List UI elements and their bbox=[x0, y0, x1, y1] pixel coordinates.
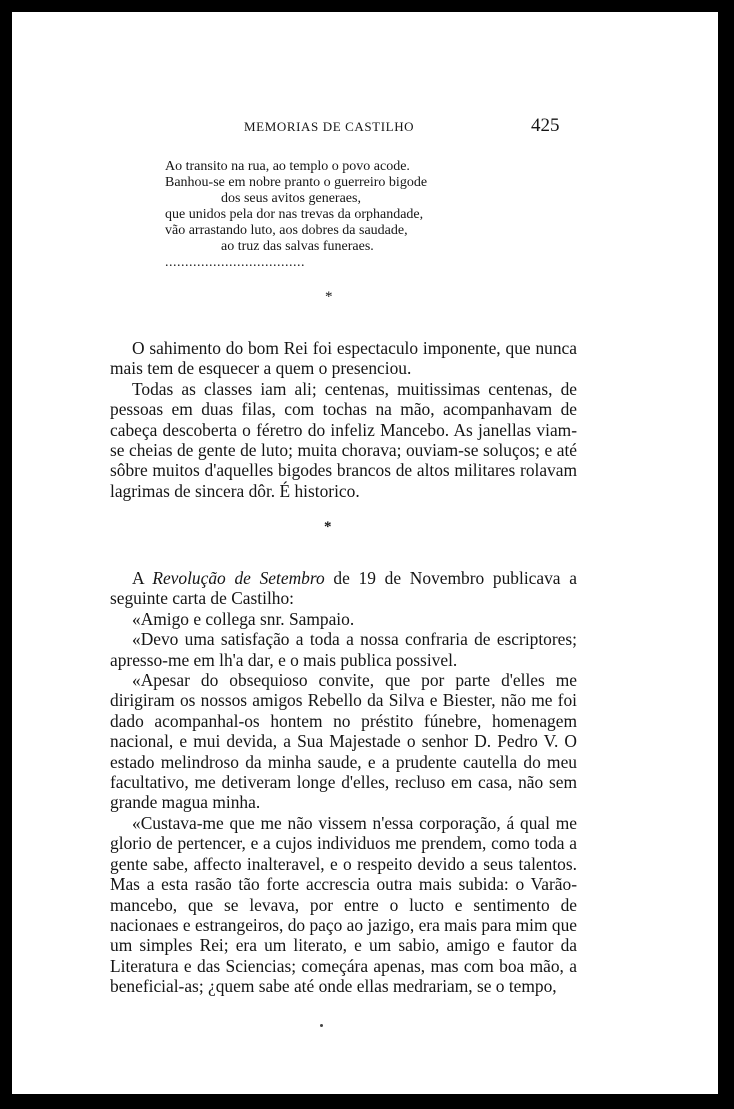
verse-block bbox=[165, 159, 495, 271]
section-one bbox=[110, 338, 577, 501]
paragraph: «Apesar do obsequioso convite, que por parte d'elles me dirigiram os nossos amigos Rebello da Silva e Biester, não me foi dado acompanhal-os hontem no préstito fúnebre, homenagem nacional, e mui devida, a Sua Majestade o senhor D. Pedro V. O estado melindroso da minha saude, e a prudente cautella do meu facultativo, me detiveram longe d'elles, recluso em casa, não sem grande magua minha. bbox=[110, 670, 577, 813]
paragraph: «Custava-me que me não vissem n'essa corporação, á qual me glorio de pertencer, e a cujos individuos me prendem, como toda a gente sabe, affecto inalteravel, e o respeito devido a seus talentos. Mas a esta rasão tão forte accrescia outra mais subida: o Varão-mancebo, que se levava, por entre o lucto e sentimento de nacionaes e estrangeiros, do paço ao jazigo, era mais para mim que um simples Rei; era um literato, e um sabio, amigo e fautor da Literatura e das Sciencias; começára apenas, mas com boa mão, a beneficial-as; ¿quem sabe até onde ellas medrariam, se o tempo, bbox=[110, 812, 577, 997]
verse-line: dos seus avitos generaes, bbox=[221, 191, 361, 206]
paragraph: «Amigo e collega snr. Sampaio. bbox=[132, 608, 355, 629]
page-speck bbox=[320, 1024, 323, 1027]
newspaper-title: Revolução de Setembro bbox=[152, 568, 325, 588]
verse-ellipsis: ................................... bbox=[165, 255, 305, 270]
paragraph bbox=[110, 568, 577, 609]
verse-line: Ao transito na rua, ao templo o povo acode. bbox=[165, 159, 410, 174]
verse-line: vão arrastando luto, aos dobres da saudade, bbox=[165, 223, 408, 238]
paragraph: «Devo uma satisfação a toda a nossa confraria de escriptores; apresso-me em lh'a dar, e o mais publica possivel. bbox=[110, 629, 577, 670]
section-ornament: * bbox=[325, 289, 333, 305]
article-word: A bbox=[132, 568, 144, 588]
section-ornament: * bbox=[324, 519, 332, 535]
verse-line: que unidos pela dor nas trevas da orphandade, bbox=[165, 207, 424, 222]
page-number: 425 bbox=[531, 115, 560, 136]
running-title: MEMORIAS DE CASTILHO bbox=[244, 119, 415, 134]
book-page bbox=[12, 12, 718, 1094]
paragraph: Todas as classes iam ali; centenas, muitissimas centenas, de pessoas em duas filas, com tochas na mão, acompanhavam de cabeça descoberta o féretro do infeliz Mancebo. As janellas viam-se cheias de gente de luto; muita chorava; ouviam-se soluços; e até sôbre muitos d'aquelles bigodes brancos de altos militares rolavam lagrimas de sincera dôr. É historico. bbox=[110, 378, 577, 501]
verse-line: ao truz das salvas funeraes. bbox=[221, 239, 374, 254]
paragraph: O sahimento do bom Rei foi espectaculo imponente, que nunca mais tem de esquecer a quem o presenciou. bbox=[110, 338, 577, 379]
verse-line: Banhou-se em nobre pranto o guerreiro bigode bbox=[165, 175, 428, 190]
paragraph-text: de 19 de Novembro publicava a seguinte carta de Castilho: bbox=[110, 568, 577, 609]
section-two bbox=[110, 568, 577, 997]
